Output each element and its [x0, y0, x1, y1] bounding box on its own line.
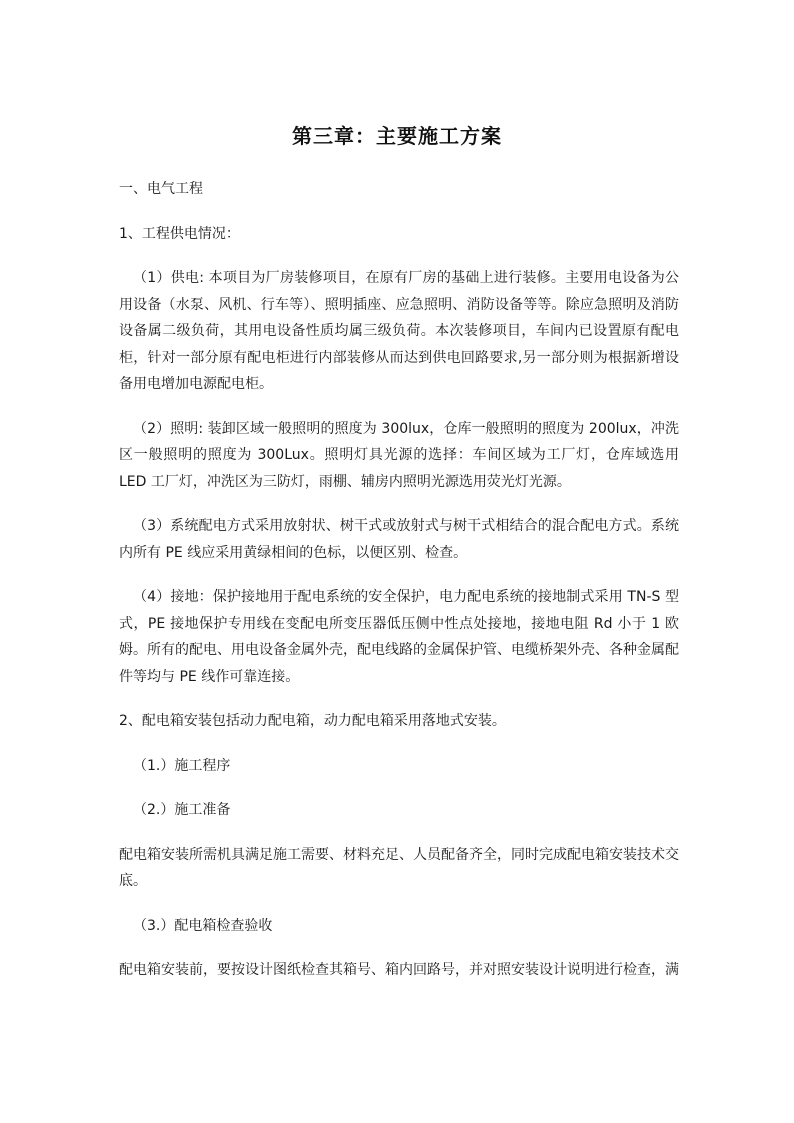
- step-construction-preparation: （2.）施工准备: [133, 802, 231, 818]
- subsection-heading-power-supply: 1、工程供电情况：: [119, 225, 240, 242]
- paragraph-distribution-system: （3）系统配电方式采用放射状、树干式或放射式与树干式相结合的混合配电方式。系统内所有 PE 线应采用黄绿相间的色标，以便区别、检查。: [119, 518, 679, 561]
- paragraph-preparation-detail: 配电箱安装所需机具满足施工需要、材料充足、人员配备齐全，同时完成配电箱安装技术交底。: [119, 846, 679, 889]
- step-construction-procedure: （1.）施工程序: [133, 757, 231, 774]
- step-inspection-acceptance: （3.）配电箱检查验收: [133, 917, 273, 934]
- section-heading-electrical: 一、电气工程: [119, 181, 203, 197]
- paragraph-grounding: （4）接地：保护接地用于配电系统的安全保护，电力配电系统的接地制式采用 TN-S 型式，PE 接地保护专用线在变配电所变压器低压侧中性点处接地，接地电阻 Rd 小于 1 欧姆。所有的配电、用电设备金属外壳，配电线路的金属保护管、电缆桥架外壳、各种金属配件等均与 PE 线作可靠连接。: [119, 589, 679, 685]
- paragraph-lighting: （2）照明: 装卸区域一般照明的照度为 300lux，仓库一般照明的照度为 200lux，冲洗区一般照明的照度为 300Lux。照明灯具光源的选择：车间区域为工厂灯，仓库域选用 LED 工厂灯，冲洗区为三防灯，雨棚、辅房内照明光源选用荧光灯光源。: [119, 420, 679, 490]
- chapter-title: 第三章：主要施工方案: [292, 124, 502, 148]
- paragraph-inspection-detail: 配电箱安装前，要按设计图纸检查其箱号、箱内回路号，并对照安装设计说明进行检查，满: [119, 962, 679, 978]
- document-body: [119, 176, 679, 1002]
- paragraph-power-supply: （1）供电: 本项目为厂房装修项目，在原有厂房的基础上进行装修。主要用电设备为公用设备（水泵、风机、行车等）、照明插座、应急照明、消防设备等等。除应急照明及消防设备属二级负荷，其用电设备性质均属三级负荷。本次装修项目，车间内已设置原有配电柜，针对一部分原有配电柜进行内部装修从而达到供电回路要求,另一部分则为根据新增设备用电增加电源配电柜。: [119, 270, 679, 392]
- subsection-heading-distribution-box: 2、配电箱安装包括动力配电箱，动力配电箱采用落地式安装。: [119, 713, 506, 729]
